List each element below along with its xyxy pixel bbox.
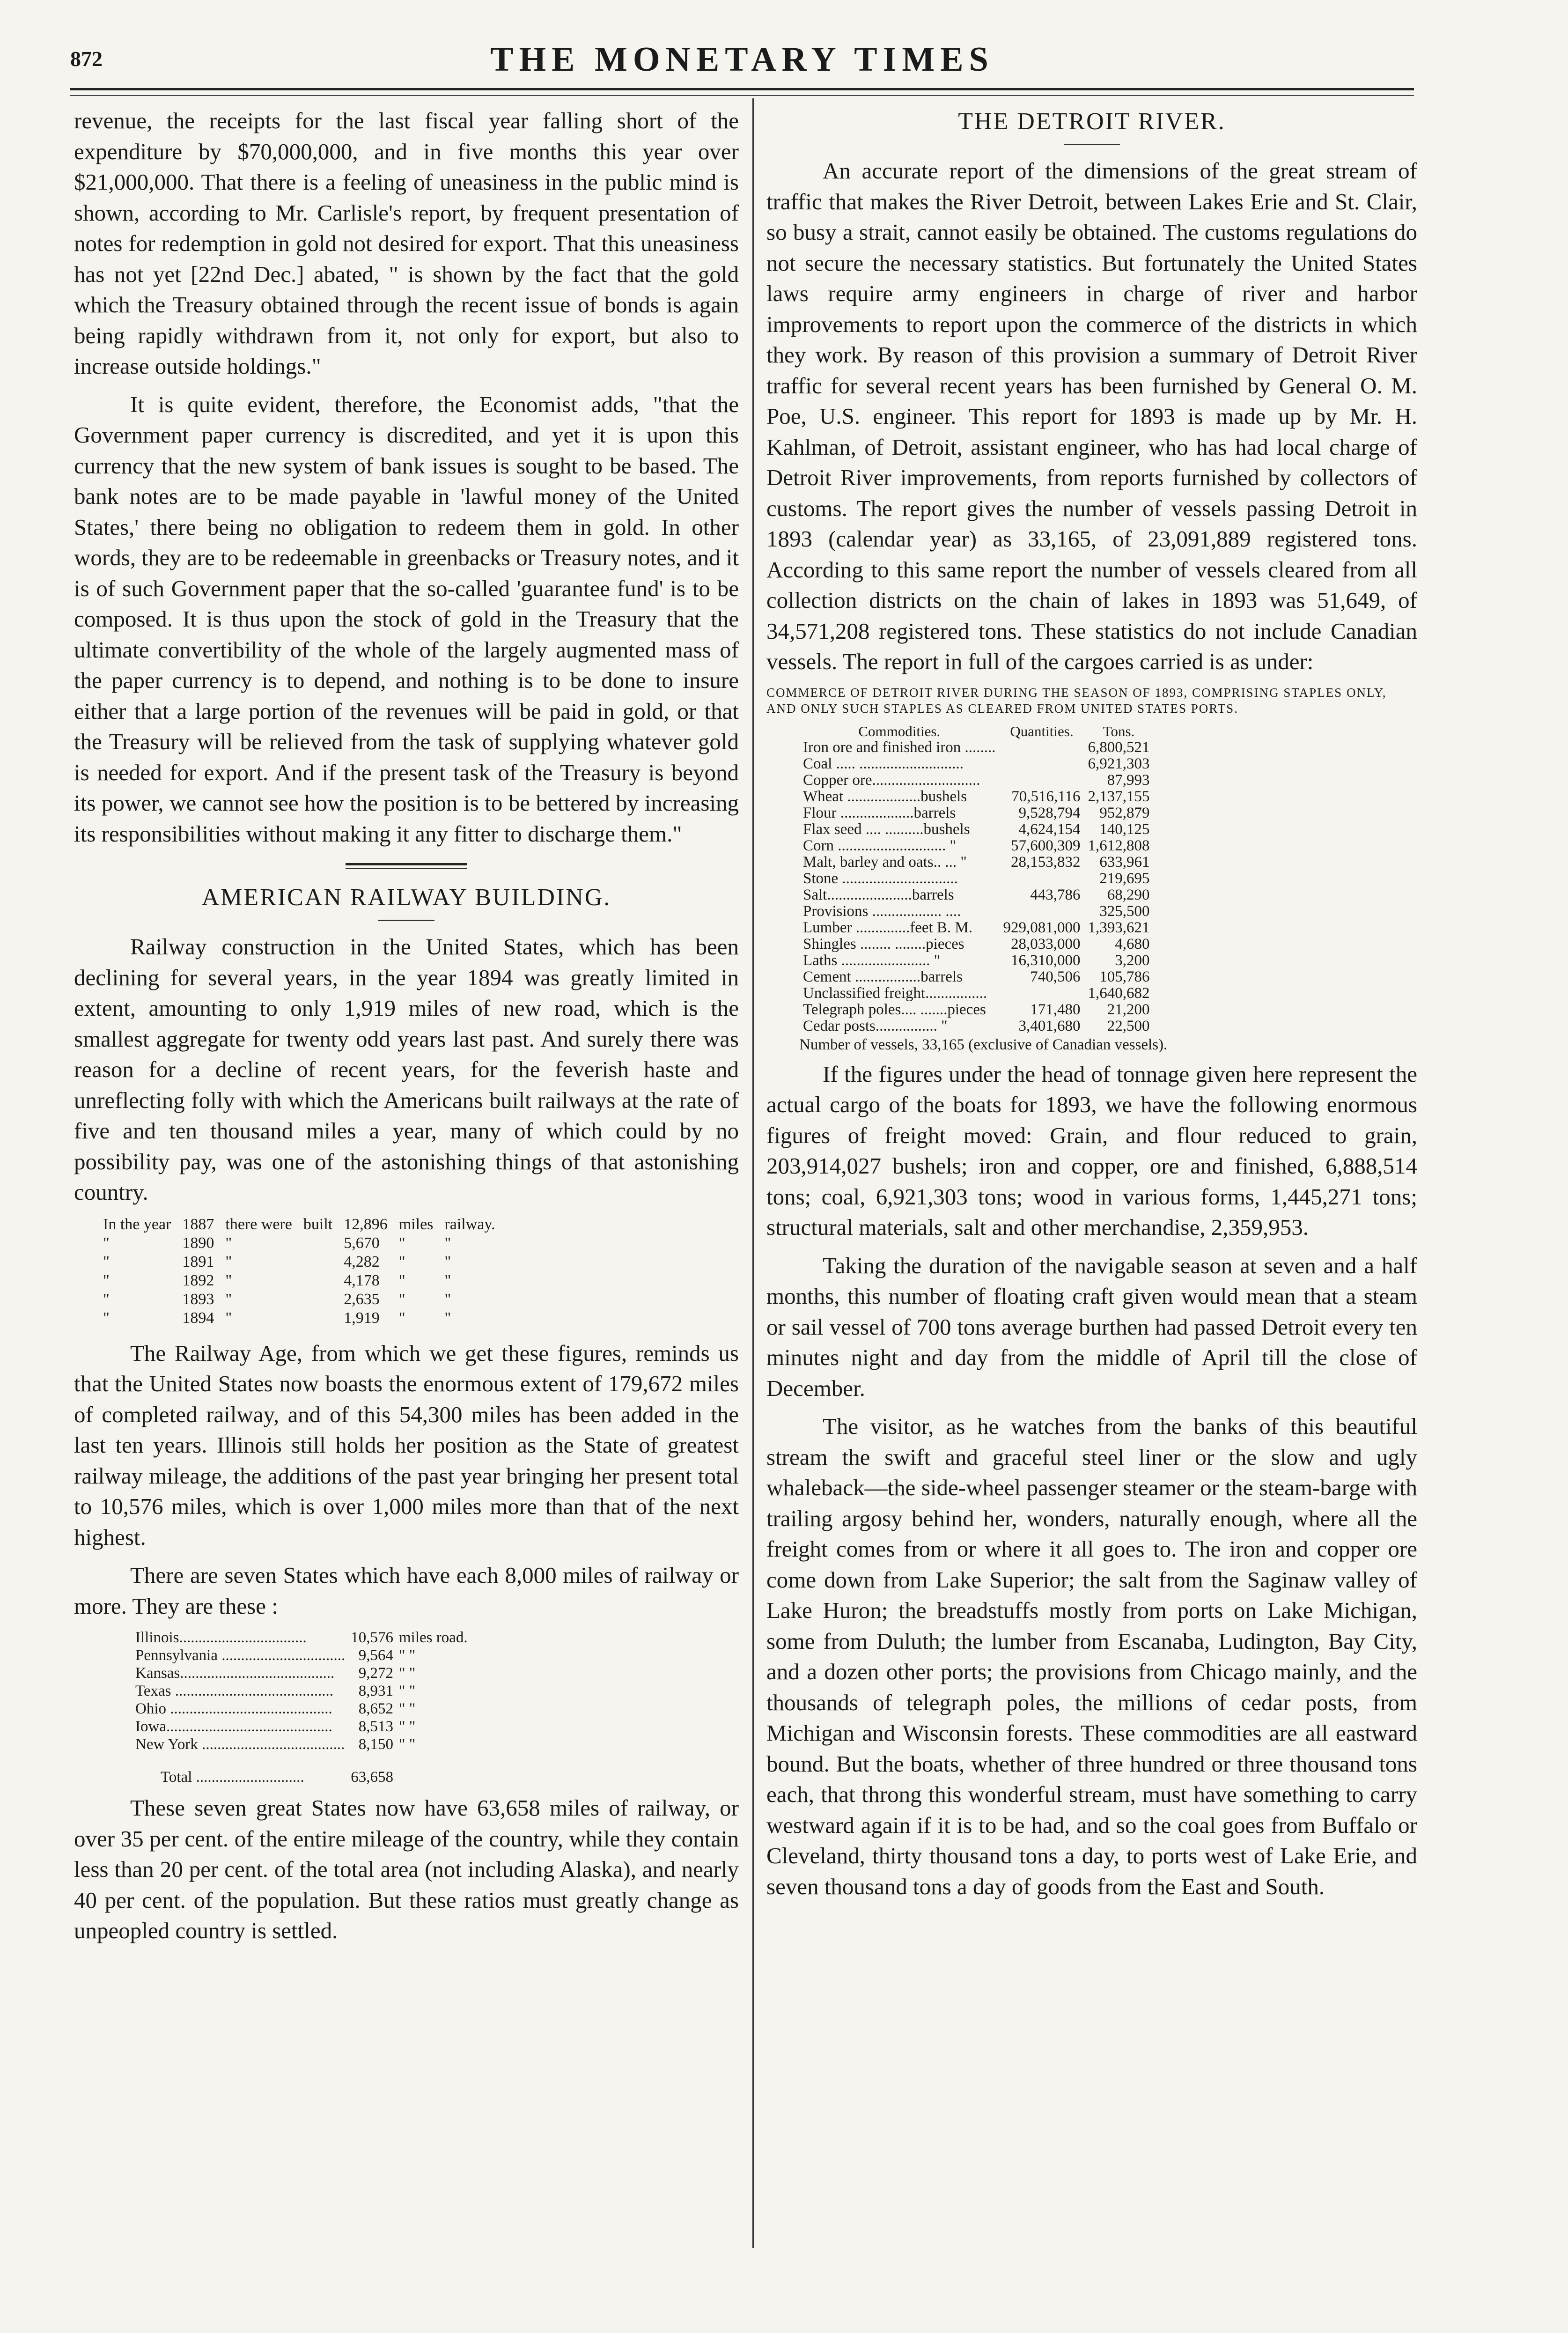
- page-header: [70, 40, 1414, 84]
- paragraph: revenue, the receipts for the last fiscal year falling short of the expenditure by $70,000,000, and in five months this year over $21,000,000. That there is a feeling of uneasiness in the public mind is shown, according to Mr. Carlisle's report, by frequent presentation of notes for redemption in gold not desired for export. That this uneasiness has not yet [22nd Dec.] abated, " is shown by the fact that the gold which the Treasury obtained through the recent issue of bonds is again being rapidly withdrawn from it, not only for export, but also to increase outside holdings.": [74, 108, 739, 379]
- table-row: [799, 887, 1154, 903]
- table-cell: 21,200: [1107, 1001, 1150, 1018]
- empty-cell: [396, 1753, 471, 1786]
- table-cell: Flax seed .... ..........bushels: [803, 820, 970, 838]
- table-cell: 2,137,155: [1088, 788, 1150, 805]
- table-cell: [298, 1290, 338, 1309]
- table-cell: Cedar posts................ ": [803, 1017, 948, 1034]
- table-row: [97, 1309, 501, 1328]
- table-row: [799, 952, 1154, 969]
- table-cell: [1000, 903, 1084, 920]
- column-header: Tons.: [1103, 723, 1135, 739]
- title-rule: [1064, 144, 1120, 145]
- table-cell: 1893: [182, 1290, 214, 1308]
- railway-mileage-table: [97, 1215, 501, 1328]
- table-cell: 1,919: [344, 1309, 380, 1327]
- table-row: [799, 1018, 1154, 1034]
- table-cell: 1894: [182, 1309, 214, 1327]
- table-cell: [1000, 739, 1084, 756]
- table-cell: Ohio ..........................................: [135, 1700, 332, 1717]
- table-row: [799, 772, 1154, 789]
- table-cell: 929,081,000: [1003, 919, 1081, 936]
- table-cell: 5,670: [344, 1234, 380, 1252]
- table-cell: 140,125: [1099, 820, 1150, 838]
- table-cell: [298, 1234, 338, 1253]
- table-cell: ": [225, 1234, 232, 1252]
- table-cell: 3,200: [1115, 952, 1150, 969]
- table-cell: 4,680: [1115, 935, 1150, 952]
- table-cell: Corn ............................ ": [803, 837, 956, 854]
- table-cell: 1,640,682: [1088, 984, 1150, 1002]
- table-cell: 4,282: [344, 1253, 380, 1270]
- table-cell: Illinois.................................: [135, 1629, 307, 1646]
- table-cell: 8,931: [358, 1683, 393, 1699]
- table-cell: Flour ...................barrels: [803, 804, 956, 821]
- table-row: [133, 1718, 471, 1735]
- column-header: Commodities.: [858, 723, 941, 739]
- table-cell: ": [103, 1309, 110, 1327]
- table-cell: ": [225, 1271, 232, 1289]
- section-title-railway: AMERICAN RAILWAY BUILDING.: [201, 884, 611, 911]
- header-rule-thin: [70, 95, 1414, 96]
- table-cell: 22,500: [1107, 1017, 1150, 1034]
- table-row: [799, 871, 1154, 887]
- section-title-detroit: THE DETROIT RIVER.: [958, 108, 1226, 135]
- paragraph: Taking the duration of the navigable season at seven and a half months, this number of floating craft given would mean that a steam or sail vessel of 700 tons average burthen had passed Detroit every ten minutes night and day from the middle of April till the close of December.: [766, 1252, 1417, 1401]
- table-row: [799, 821, 1154, 838]
- table-row: [133, 1682, 471, 1700]
- paragraph: If the figures under the head of tonnage given here represent the actual cargo of the boats for 1893, we have the following enormous figures of freight moved: Grain, and flour reduced to grain, 203,914,027 bushels; iron and copper, ore and finished, 6,888,514 tons; coal, 6,921,303 tons; wood in various forms, 1,445,271 tons; structural materials, salt and other merchandise, 2,359,953.: [766, 1061, 1417, 1240]
- table-header-row: [799, 723, 1154, 739]
- table-cell: ": [398, 1290, 405, 1308]
- table-cell: 219,695: [1099, 870, 1150, 887]
- table-cell: Kansas........................................: [135, 1665, 335, 1682]
- table-cell: 171,480: [1030, 1001, 1081, 1018]
- table-cell: 68,290: [1107, 886, 1150, 903]
- table-cell: ": [444, 1234, 451, 1252]
- table-row: [799, 1002, 1154, 1018]
- table-cell: 1890: [182, 1234, 214, 1252]
- table-cell: Iron ore and finished iron ........: [803, 738, 996, 756]
- column-header: Quantities.: [1010, 723, 1074, 739]
- table-row: [97, 1290, 501, 1309]
- table-cell: 1,393,621: [1088, 919, 1150, 936]
- header-rule: [70, 88, 1414, 90]
- table-cell: 28,153,832: [1011, 853, 1081, 871]
- table-row: [133, 1700, 471, 1718]
- table-cell: 16,310,000: [1011, 952, 1081, 969]
- table-cell: Stone ..............................: [803, 870, 958, 887]
- table-cell: " ": [398, 1718, 416, 1735]
- table-cell: 9,272: [358, 1665, 393, 1682]
- table-cell: ": [444, 1309, 451, 1327]
- table-cell: Copper ore............................: [803, 771, 980, 789]
- table-row-total: [133, 1753, 471, 1786]
- table-cell: 9,564: [358, 1647, 393, 1664]
- table-row: [799, 903, 1154, 920]
- paragraph: Railway construction in the United States, which has been declining for several years, in the year 1894 was greatly limited in extent, amounting to only 1,919 miles of new road, which is the smallest aggregate for twenty odd years last past. And surely there was reason for a decline of recent years, for the feverish haste and unreflecting folly with which the Americans built railways at the rate of five and ten thousand miles a year, many of which could by no possibility pay, was one of the astonishing things of that astonishing country.: [74, 934, 739, 1205]
- table-row: [799, 789, 1154, 805]
- table-cell: there were: [225, 1215, 292, 1233]
- paragraph: The Railway Age, from which we get these figures, reminds us that the United States now boasts the enormous extent of 179,672 miles of completed railway, and of this 54,300 miles has been added in the last ten years. Illinois still holds her position as the State of greatest railway mileage, the additions of the past year bringing her present total to 10,576 miles, which is over 1,000 miles more than that of the next highest.: [74, 1340, 739, 1550]
- table-row: [97, 1253, 501, 1271]
- table-cell: railway.: [444, 1215, 495, 1233]
- table-cell: Shingles ........ ........pieces: [803, 935, 964, 952]
- table-cell: ": [444, 1253, 451, 1270]
- table-row: [799, 756, 1154, 772]
- table-cell: 1887: [182, 1215, 214, 1233]
- table-cell: ": [225, 1290, 232, 1308]
- page-number: 872: [70, 47, 103, 71]
- table-cell: 1891: [182, 1253, 214, 1270]
- table-cell: " ": [398, 1665, 416, 1682]
- table-cell: 740,506: [1030, 968, 1081, 985]
- table-cell: Malt, barley and oats.. ... ": [803, 853, 967, 871]
- table-row: [97, 1215, 501, 1234]
- table-row: [799, 969, 1154, 985]
- paragraph: An accurate report of the dimensions of the great stream of traffic that makes the River Detroit, between Lakes Erie and St. Clair, so busy a strait, cannot easily be obtained. The customs regulations do not secure the necessary statistics. But fortunately the United States laws require army engineers in charge of river and harbor improvements to report upon the commerce of the districts in which they work. By reason of this provision a summary of Detroit River traffic for several recent years has been furnished by General O. M. Poe, U.S. engineer. This report for 1893 is made up by Mr. H. Kahlman, of Detroit, assistant engineer, who has had local charge of Detroit River improvements, from reports furnished by collectors of customs. The report gives the number of vessels passing Detroit in 1893 (calendar year) as 33,165, of 23,091,889 registered tons. According to this same report the number of vessels cleared from all collection districts on the chain of lakes in 1893 was 51,649, of 34,571,208 registered tons. These statistics do not include Canadian vessels. The report in full of the cargoes carried is as under:: [766, 158, 1417, 674]
- table-cell: Provisions .................. ....: [803, 902, 961, 920]
- table-cell: 12,896: [344, 1215, 388, 1233]
- table-cell: In the year: [103, 1215, 171, 1233]
- table-cell: Telegraph poles.... .......pieces: [803, 1001, 986, 1018]
- table-cell: [298, 1271, 338, 1290]
- table-cell: built: [303, 1215, 333, 1233]
- paragraph: These seven great States now have 63,658 miles of railway, or over 35 per cent. of the entire mileage of the country, while they contain less than 20 per cent. of the total area (not including Alaska), and nearly 40 per cent. of the population. But these ratios must greatly change as unpeopled country is settled.: [74, 1795, 739, 1943]
- table-cell: ": [398, 1271, 405, 1289]
- table-cell: [1000, 756, 1084, 772]
- table-note: Number of vessels, 33,165 (exclusive of Canadian vessels).: [799, 1036, 1168, 1053]
- table-cell: ": [444, 1271, 451, 1289]
- table-cell: 2,635: [344, 1290, 380, 1308]
- table-row: [799, 854, 1154, 871]
- table-cell: " ": [398, 1683, 416, 1699]
- table-row: [799, 936, 1154, 952]
- masthead-title: THE MONETARY TIMES: [490, 40, 994, 79]
- table-cell: Laths ....................... ": [803, 952, 941, 969]
- states-mileage-table: [133, 1629, 471, 1786]
- table-cell: Pennsylvania ................................: [135, 1647, 346, 1664]
- table-cell: Lumber ..............feet B. M.: [803, 919, 973, 936]
- section-divider: [346, 863, 467, 869]
- table-cell: 443,786: [1030, 886, 1081, 903]
- left-column: [74, 105, 739, 1954]
- table-row: [799, 739, 1154, 756]
- table-cell: ": [398, 1309, 405, 1327]
- table-row: [799, 920, 1154, 936]
- table-cell: Salt......................barrels: [803, 886, 954, 903]
- table-cell: 57,600,309: [1011, 837, 1081, 854]
- table-cell: 28,033,000: [1011, 935, 1081, 952]
- table-cell: [1000, 871, 1084, 887]
- table-cell: ": [103, 1234, 110, 1252]
- table-cell: Cement .................barrels: [803, 968, 963, 985]
- table-cell: ": [398, 1253, 405, 1270]
- table-cell: 10,576: [351, 1629, 393, 1646]
- table-cell: 4,624,154: [1018, 820, 1081, 838]
- table-cell: 952,879: [1099, 804, 1150, 821]
- table-cell: Iowa...........................................: [135, 1718, 332, 1735]
- table-row: [799, 838, 1154, 854]
- column-divider: [752, 98, 754, 2248]
- table-cell: 633,961: [1099, 853, 1150, 871]
- table-cell: ": [225, 1253, 232, 1270]
- table-cell: ": [103, 1253, 110, 1270]
- table-cell: [1000, 985, 1084, 1002]
- table-cell: " ": [398, 1700, 416, 1717]
- paragraph: There are seven States which have each 8,000 miles of railway or more. They are these :: [74, 1562, 739, 1619]
- table-row: [133, 1735, 471, 1753]
- table-cell: 4,178: [344, 1271, 380, 1289]
- total-label: Total ............................: [161, 1769, 304, 1786]
- table-cell: " ": [398, 1736, 416, 1753]
- table-cell: ": [398, 1234, 405, 1252]
- table-row: [133, 1664, 471, 1682]
- table-cell: miles: [398, 1215, 434, 1233]
- table-cell: 6,921,303: [1088, 755, 1150, 772]
- table-row: [133, 1629, 471, 1646]
- table-cell: 8,513: [358, 1718, 393, 1735]
- table-cell: Texas .........................................: [135, 1683, 333, 1699]
- table-cell: 325,500: [1099, 902, 1150, 920]
- table-cell: New York .....................................: [135, 1736, 345, 1753]
- table-cell: Wheat ...................bushels: [803, 788, 967, 805]
- table-cell: 8,652: [358, 1700, 393, 1717]
- table-cell: ": [225, 1309, 232, 1327]
- paragraph: It is quite evident, therefore, the Economist adds, "that the Government paper currency is discredited, and yet it is upon this currency that the new system of bank issues is sought to be based. The bank notes are to be made payable in 'lawful money of the United States,' there being no obligation to redeem them in gold. In other words, they are to be redeemable in greenbacks or Treasury notes, and it is of such Government paper that the so-called 'guarantee fund' is to be composed. It is thus upon the stock of gold in the Treasury that the ultimate convertibility of the whole of the largely augmented mass of the paper currency is to depend, and nothing is to be done to insure either that a large portion of the revenues will be paid in gold, or that the Treasury will be relieved from the task of supplying whatever gold is needed for export. And if the present task of the Treasury is beyond its power, we cannot see how the position is to be bettered by increasing its responsibilities without making it any fitter to discharge them.": [74, 391, 739, 847]
- right-column: [766, 105, 1417, 1909]
- table-cell: 6,800,521: [1088, 738, 1150, 756]
- title-rule: [378, 920, 434, 921]
- table-cell: 70,516,116: [1011, 788, 1081, 805]
- table-cell: " ": [398, 1647, 416, 1664]
- table-cell: Coal ..... ...........................: [803, 755, 964, 772]
- table-cell: 1892: [182, 1271, 214, 1289]
- table-cell: [298, 1309, 338, 1328]
- table-caption: COMMERCE OF DETROIT RIVER DURING THE SEASON OF 1893, COMPRISING STAPLES ONLY, AND ONLY SUCH STAPLES AS CLEARED FROM UNITED STATES PORTS.: [766, 685, 1387, 716]
- table-cell: 9,528,794: [1018, 804, 1081, 821]
- table-cell: 3,401,680: [1018, 1017, 1081, 1034]
- table-cell: ": [103, 1271, 110, 1289]
- table-row: [97, 1234, 501, 1253]
- table-cell: 1,612,808: [1088, 837, 1150, 854]
- table-cell: miles road.: [398, 1629, 468, 1646]
- total-value: 63,658: [351, 1769, 393, 1786]
- table-cell: [1000, 772, 1084, 789]
- commerce-table: [799, 723, 1154, 1034]
- table-cell: 87,993: [1107, 771, 1150, 789]
- table-cell: 8,150: [358, 1736, 393, 1753]
- table-row: [133, 1646, 471, 1664]
- table-row: [799, 985, 1154, 1002]
- table-row: [799, 805, 1154, 821]
- table-cell: Unclassified freight................: [803, 984, 987, 1002]
- table-cell: [298, 1253, 338, 1271]
- table-row: [97, 1271, 501, 1290]
- table-cell: ": [444, 1290, 451, 1308]
- table-cell: ": [103, 1290, 110, 1308]
- paragraph: The visitor, as he watches from the banks of this beautiful stream the swift and graceful steel liner or the slow and ugly whaleback—the side-wheel passenger steamer or the steam-barge with trailing argosy behind her, wonders, naturally enough, where all the freight comes from or where it all goes to. The iron and copper ore come down from Lake Superior; the salt from the Saginaw valley of Lake Huron; the breadstuffs mostly from ports on Lake Michigan, some from Duluth; the lumber from Escanaba, Ludington, Bay City, and a dozen other ports; the provisions from Chicago mainly, and the thousands of telegraph poles, the millions of cedar posts, from Michigan and Wisconsin forests. These commodities are all eastward bound. But the boats, whether of three hundred or three thousand tons each, that throng this wonderful stream, must have something to carry westward again if it is to be had, and so the coal goes from Buffalo or Cleveland, thirty thousand tons a day, to ports west of Lake Erie, and seven thousand tons a day of goods from the East and South.: [766, 1413, 1417, 1899]
- table-cell: 105,786: [1099, 968, 1150, 985]
